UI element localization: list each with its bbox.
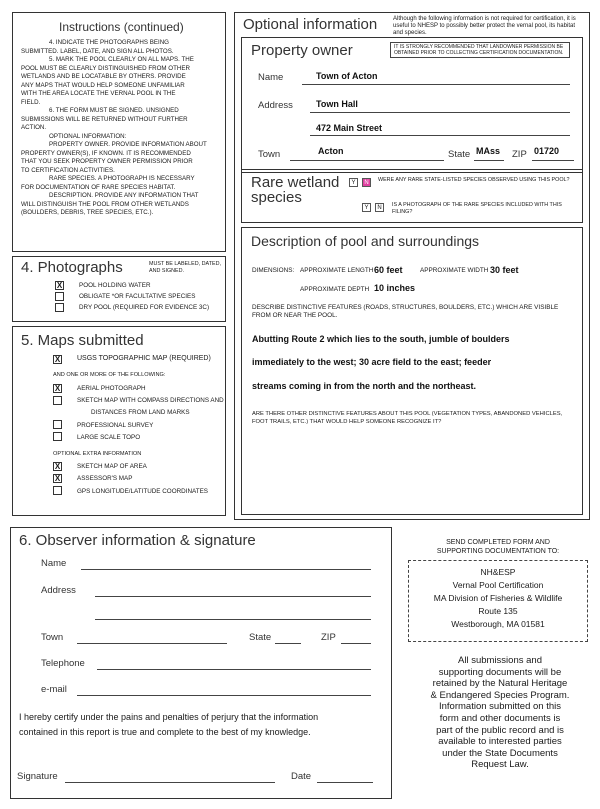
usgs-map-label: USGS TOPOGRAPHIC MAP (REQUIRED) bbox=[77, 355, 211, 362]
observer-address-label: Address bbox=[41, 585, 76, 596]
instructions-line: ACTION. bbox=[21, 124, 47, 131]
professional-survey-label: PROFESSIONAL SURVEY bbox=[77, 422, 154, 429]
rare-q1-yes-box[interactable]: Y bbox=[349, 178, 358, 187]
owner-zip-line bbox=[532, 160, 574, 161]
rare-species-box bbox=[241, 169, 583, 223]
mailing-address-line: MA Division of Fisheries & Wildlife bbox=[433, 593, 563, 603]
signature-label: Signature bbox=[17, 771, 58, 782]
instructions-line: TO CERTIFICATION ACTIVITIES. bbox=[21, 166, 115, 174]
mailing-address-line: NH&ESP bbox=[480, 567, 516, 577]
description-answer-3[interactable]: streams coming in from the north and the northeast. bbox=[252, 381, 477, 391]
instructions-line: DESCRIPTION. PROVIDE ANY INFORMATION THAT bbox=[49, 192, 199, 199]
instructions-line: SUBMITTED. LABEL, DATE, AND SIGN ALL PHOTOS. bbox=[21, 47, 174, 55]
optional-extra-label: OPTIONAL EXTRA INFORMATION bbox=[53, 451, 142, 457]
rare-question-1: WERE ANY RARE STATE-LISTED SPECIES OBSERVED USING THIS POOL? bbox=[378, 177, 570, 183]
public-record-line: Information submitted on this bbox=[439, 701, 561, 713]
maps-section bbox=[12, 326, 226, 516]
observer-address-field-2[interactable] bbox=[95, 619, 371, 620]
rare-species-title-1: Rare wetland bbox=[251, 174, 340, 191]
public-record-line: All submissions and bbox=[458, 655, 542, 666]
gps-coordinates-checkbox[interactable] bbox=[53, 486, 62, 495]
photo-obligate-species-checkbox[interactable] bbox=[55, 292, 64, 301]
observer-town-field[interactable] bbox=[77, 643, 227, 644]
public-record-line: retained by the Natural Heritage bbox=[432, 678, 568, 690]
observer-email-field[interactable] bbox=[77, 695, 371, 696]
owner-address-line2 bbox=[310, 135, 570, 136]
rare-species-title-2: species bbox=[251, 189, 302, 206]
public-record-line: part of the public record and is bbox=[436, 724, 564, 736]
observer-name-label: Name bbox=[41, 558, 67, 569]
instructions-line: 5. MARK THE POOL CLEARLY ON ALL MAPS. THE bbox=[49, 56, 194, 63]
rare-q2-yes-box[interactable]: Y bbox=[362, 203, 371, 212]
gps-coordinates-label: GPS LONGITUDE/LATITUDE COORDINATES bbox=[77, 488, 208, 495]
width-value[interactable]: 30 feet bbox=[490, 265, 519, 275]
description-answer-2[interactable]: immediately to the west; 30 acre field to the east; feeder bbox=[252, 357, 492, 367]
property-owner-box bbox=[241, 37, 583, 173]
public-record-line: supporting documents will be bbox=[438, 666, 562, 678]
instructions-line: 6. THE FORM MUST BE SIGNED. UNSIGNED bbox=[49, 107, 179, 114]
photographs-section bbox=[12, 256, 226, 322]
observer-state-field[interactable] bbox=[275, 643, 301, 644]
owner-permission-note: IT IS STRONGLY RECOMMENDED THAT LANDOWNER PERMISSION BE OBTAINED PRIOR TO COLLECTING CERTIFICATION DOCUMENTATION. bbox=[390, 42, 570, 58]
description-answer-1[interactable]: Abutting Route 2 which lies to the south, jumble of boulders bbox=[252, 334, 510, 344]
mailing-address bbox=[408, 566, 588, 631]
public-record-line: under the State Documents bbox=[442, 747, 558, 759]
owner-name-line bbox=[302, 84, 570, 85]
large-scale-topo-checkbox[interactable] bbox=[53, 432, 62, 441]
owner-zip-field[interactable]: 01720 bbox=[534, 146, 560, 156]
rare-q1-no-box[interactable]: N bbox=[362, 178, 371, 187]
instructions-line: POOL MUST BE CLEARLY DISTINGUISHED FROM OTHER bbox=[21, 64, 190, 72]
instructions-section bbox=[12, 12, 226, 252]
features-prompt: DESCRIBE DISTINCTIVE FEATURES (ROADS, STRUCTURES, BOULDERS, ETC.) WHICH ARE VISIBLE FROM OR NEAR THE POOL. bbox=[252, 304, 559, 320]
professional-survey-checkbox[interactable] bbox=[53, 420, 62, 429]
width-label: APPROXIMATE WIDTH bbox=[420, 267, 489, 274]
observer-name-field[interactable] bbox=[81, 569, 371, 570]
sketch-map-compass-checkbox[interactable] bbox=[53, 396, 62, 405]
owner-town-field[interactable]: Acton bbox=[318, 146, 344, 156]
mailing-address-line: Westborough, MA 01581 bbox=[451, 619, 545, 629]
depth-value[interactable]: 10 inches bbox=[374, 283, 416, 293]
owner-address-label: Address bbox=[258, 100, 293, 111]
photo-pool-holding-water-label: POOL HOLDING WATER bbox=[79, 282, 151, 289]
description-title: Description of pool and surroundings bbox=[251, 233, 480, 249]
maps-title: 5. Maps submitted bbox=[21, 332, 144, 349]
owner-state-label: State bbox=[448, 149, 471, 160]
one-or-more-label: AND ONE OR MORE OF THE FOLLOWING: bbox=[53, 372, 166, 378]
observer-address-field-1[interactable] bbox=[95, 596, 371, 597]
instructions-line: (BOULDERS, DEBRIS, TREE SPECIES, ETC.). bbox=[21, 209, 154, 216]
instructions-line: 4. INDICATE THE PHOTOGRAPHS BEING bbox=[49, 39, 169, 46]
other-features-prompt: ARE THERE OTHER DISTINCTIVE FEATURES ABOUT THIS POOL (VEGETATION TYPES, ABANDONED VEHICLES, FOOT TRAILS, ETC.) THAT WOULD HELP SOMEONE RECOGNIZE IT? bbox=[252, 411, 563, 425]
assessors-map-label: ASSESSOR'S MAP bbox=[77, 475, 133, 482]
observer-zip-field[interactable] bbox=[341, 643, 371, 644]
owner-state-line bbox=[474, 160, 504, 161]
observer-zip-label: ZIP bbox=[321, 632, 336, 643]
length-value[interactable]: 60 feet bbox=[374, 265, 403, 275]
instructions-line: WETLANDS AND BE LOCATABLE BY OTHERS. PROVIDE bbox=[21, 73, 186, 80]
dimensions-label: DIMENSIONS: bbox=[252, 267, 295, 274]
send-heading-2: SUPPORTING DOCUMENTATION TO: bbox=[436, 548, 560, 555]
optional-information-section bbox=[234, 12, 590, 520]
instructions-title: Instructions (continued) bbox=[59, 20, 184, 34]
assessors-map-checkbox[interactable]: X bbox=[54, 474, 61, 483]
optional-title: Optional information bbox=[243, 16, 378, 33]
instructions-line: WILL DISTINGUISH THE POOL FROM OTHER WETLANDS bbox=[21, 200, 189, 208]
public-record-line: form and other documents is bbox=[439, 712, 561, 724]
observer-section bbox=[10, 527, 392, 799]
instructions-line: THAT YOU SEEK PROPERTY OWNER PERMISSION PRIOR bbox=[21, 158, 193, 165]
date-field[interactable] bbox=[317, 782, 373, 783]
observer-state-label: State bbox=[249, 632, 272, 643]
instructions-line: RARE SPECIES. A PHOTOGRAPH IS NECESSARY bbox=[49, 175, 195, 182]
owner-state-field[interactable]: MAss bbox=[476, 146, 501, 156]
observer-email-label: e-mail bbox=[41, 684, 67, 695]
sketch-map-area-checkbox[interactable]: X bbox=[54, 462, 61, 471]
instructions-line: OPTIONAL INFORMATION: bbox=[49, 132, 127, 140]
public-record-line: Request Law. bbox=[471, 759, 529, 771]
send-heading-1: SEND COMPLETED FORM AND bbox=[446, 539, 550, 546]
rare-question-2: IS A PHOTOGRAPH OF THE RARE SPECIES INCLUDED WITH THIS FILING? bbox=[392, 202, 562, 215]
public-record-statement bbox=[400, 655, 600, 771]
instructions-line: PROPERTY OWNER(S), IF KNOWN. IT IS RECOMMENDED bbox=[21, 149, 191, 157]
signature-field[interactable] bbox=[65, 782, 275, 783]
photo-pool-holding-water-checkbox[interactable]: X bbox=[56, 281, 63, 290]
owner-town-label: Town bbox=[258, 149, 281, 160]
date-label: Date bbox=[291, 771, 312, 782]
photo-obligate-species-label: OBLIGATE *OR FACULTATIVE SPECIES bbox=[79, 293, 196, 300]
observer-town-label: Town bbox=[41, 632, 64, 643]
depth-label: APPROXIMATE DEPTH bbox=[300, 286, 370, 293]
certify-statement-2: contained in this report is true and complete to the best of my knowledge. bbox=[19, 727, 311, 737]
description-box bbox=[241, 227, 583, 515]
photo-dry-pool-label: DRY POOL (REQUIRED FOR EVIDENCE 3C) bbox=[79, 304, 210, 311]
instructions-line: WITH THE AREA LOCATE THE VERNAL POOL IN THE bbox=[21, 90, 176, 97]
observer-telephone-field[interactable] bbox=[97, 669, 371, 670]
property-owner-title: Property owner bbox=[251, 42, 353, 59]
instructions-text bbox=[21, 39, 221, 218]
public-record-line: available to interested parties bbox=[438, 736, 562, 748]
length-label: APPROXIMATE LENGTH bbox=[300, 267, 374, 274]
observer-title: 6. Observer information & signature bbox=[19, 532, 256, 549]
instructions-line: FOR DOCUMENTATION OF RARE SPECIES HABITAT. bbox=[21, 183, 176, 191]
large-scale-topo-label: LARGE SCALE TOPO bbox=[77, 434, 141, 441]
owner-name-label: Name bbox=[258, 72, 284, 83]
photographs-title: 4. Photographs bbox=[21, 259, 123, 276]
owner-address-line1 bbox=[310, 112, 570, 113]
instructions-line: PROPERTY OWNER. PROVIDE INFORMATION ABOUT bbox=[49, 141, 207, 148]
sketch-map-compass-label-2: DISTANCES FROM LAND MARKS bbox=[91, 409, 190, 416]
mailing-address-line: Route 135 bbox=[478, 606, 518, 616]
instructions-line: FIELD. bbox=[21, 98, 41, 106]
photo-dry-pool-checkbox[interactable] bbox=[55, 303, 64, 312]
instructions-line: ANY MAPS THAT WOULD HELP SOMEONE UNFAMILIAR bbox=[21, 81, 185, 89]
certify-statement-1: I hereby certify under the pains and penalties of perjury that the information bbox=[19, 712, 319, 722]
owner-town-line bbox=[290, 160, 444, 161]
instructions-line: SUBMISSIONS WILL BE RETURNED WITHOUT FURTHER bbox=[21, 115, 188, 123]
owner-zip-label: ZIP bbox=[512, 149, 527, 160]
observer-telephone-label: Telephone bbox=[41, 658, 85, 669]
aerial-photo-checkbox[interactable]: X bbox=[54, 384, 61, 393]
aerial-photo-label: AERIAL PHOTOGRAPH bbox=[77, 385, 146, 392]
photographs-note: MUST BE LABELED, DATED, AND SIGNED. bbox=[149, 261, 221, 274]
usgs-map-checkbox[interactable]: X bbox=[54, 355, 61, 364]
public-record-line: & Endangered Species Program. bbox=[430, 689, 570, 701]
owner-name-field[interactable]: Town of Acton bbox=[316, 71, 378, 81]
rare-q2-no-box[interactable]: N bbox=[375, 203, 384, 212]
optional-note: Although the following information is not required for certification, it is useful to NHESP to possibly better protect the vernal pool, its habitat and species. bbox=[393, 16, 576, 36]
sketch-map-area-label: SKETCH MAP OF AREA bbox=[77, 463, 147, 470]
mailing-address-line: Vernal Pool Certification bbox=[452, 580, 544, 590]
owner-address-field-2[interactable]: 472 Main Street bbox=[316, 123, 383, 133]
sketch-map-compass-label: SKETCH MAP WITH COMPASS DIRECTIONS AND bbox=[77, 397, 224, 404]
owner-address-field-1[interactable]: Town Hall bbox=[316, 99, 358, 109]
